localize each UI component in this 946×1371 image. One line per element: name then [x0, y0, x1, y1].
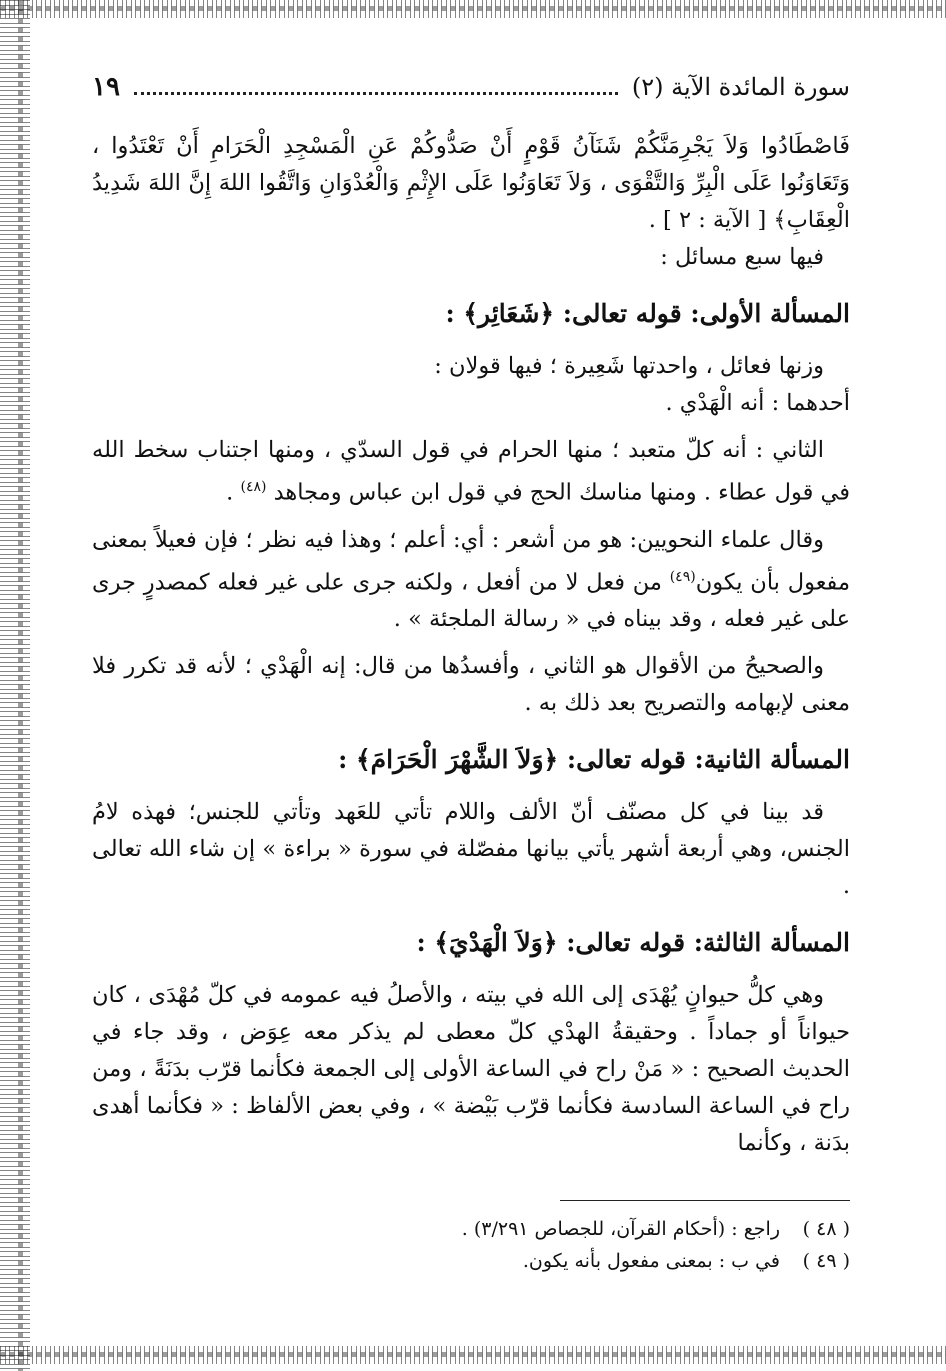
issue-1-paragraph-4-end: من فعل لا من أفعل ، ولكنه جرى على غير فعله كمصدرٍ جرى على غير فعله ، وقد بيناه في « رسالة الملجئة » . — [92, 569, 850, 632]
running-header — [92, 72, 850, 114]
verse-text: فَاصْطَادُوا وَلاَ يَجْرِمَنَّكُمْ شَنَآنُ قَوْمٍ أَنْ صَدُّوكُمْ عَنِ الْمَسْجِدِ الْحَرَامِ أَنْ تَعْتَدُوا ، وَتَعَاوَنُوا عَلَى الْبِرِّ وَالتَّقْوَى ، وَلاَ تَعَاوَنُوا عَلَى الإِثْمِ وَالْعُدْوَانِ وَاتَّقُوا اللهَ إِنَّ اللهَ شَدِيدُ الْعِقَابِ﴾ [ الآية : ٢ ] . — [92, 133, 850, 233]
issue-1-paragraph-3 — [92, 432, 850, 512]
intro-line: فيها سبع مسائل : — [660, 244, 824, 270]
issue-1-paragraph-1: وزنها فعائل ، واحدتها شَعِيرة ؛ فيها قولان : — [434, 353, 824, 379]
footnote-ref-48[interactable]: (٤٨) — [240, 479, 267, 495]
page-number: ١٩ — [92, 72, 120, 102]
dotted-leader — [134, 78, 618, 95]
footnote-number: ( ٤٨ ) — [802, 1218, 850, 1240]
ornamental-border-top — [0, 0, 946, 18]
footnote-text: في ب : بمعنى مفعول بأنه يكون. — [522, 1250, 780, 1272]
ornamental-border-bottom — [0, 1346, 946, 1364]
issue-2-heading: المسألة الثانية: قوله تعالى: ﴿وَلاَ الشَّهْرَ الْحَرَامَ﴾ : — [338, 745, 850, 774]
issue-2-paragraph-1: قد بينا في كل مصنّف أنّ الألف واللام تأتي للعَهد وتأتي للجنس؛ فهذه لامُ الجنس، وهي أربعة أشهر يأتي بيانها مفصّلة في سورة « براءة » إن شاء الله تعالى . — [92, 799, 850, 899]
issue-3-heading: المسألة الثالثة: قوله تعالى: ﴿وَلاَ الْهَدْيَ﴾ : — [416, 928, 850, 957]
issue-1-paragraph-4-start: وقال علماء النحويين: هو من أشعر : أي: أعلم ؛ وهذا فيه نظر ؛ فإن فعيلاً بمعنى مفعول بأن يكون — [92, 526, 850, 595]
issue-1-paragraph-3-end: . — [226, 479, 241, 506]
footnote-49 — [92, 1245, 850, 1277]
issue-1-paragraph-2: أحدهما : أنه الْهَدْي . — [665, 390, 850, 416]
issue-1-heading: المسألة الأولى: قوله تعالى: ﴿شَعَائِر﴾ : — [445, 299, 850, 328]
footnote-separator — [560, 1200, 850, 1201]
footnote-48 — [92, 1213, 850, 1245]
footnote-text: راجع : (أحكام القرآن، للجصاص ٣/٢٩١) . — [461, 1218, 780, 1240]
page-content — [92, 72, 850, 1277]
footnote-number: ( ٤٩ ) — [802, 1250, 850, 1272]
issue-1-paragraph-5: والصحيحُ من الأقوال هو الثاني ، وأفسدُها من قال: إنه الْهَدْي ؛ لأنه قد تكرر فلا معنى لإبهامه والتصريح بعد ذلك به . — [92, 653, 850, 716]
issue-1-paragraph-3-text: الثاني : أنه كلّ متعبد ؛ منها الحرام في قول السدّي ، ومنها اجتناب سخط الله في قول عطاء . ومنها مناسك الحج في قول ابن عباس ومجاهد — [92, 437, 850, 506]
footnote-ref-49[interactable]: (٤٩) — [669, 568, 696, 585]
running-title: سورة المائدة الآية (٢) — [631, 73, 850, 101]
ornamental-border-left — [0, 0, 30, 1371]
issue-3-paragraph-1: وهي كلُّ حيوانٍ يُهْدَى إلى الله في بيته ، والأصلُ فيه عمومه في كلّ مُهْدَى ، كان حيواناً أو جماداً . وحقيقةُ الهدْي كلّ معطى لم يذكر معه عِوَض ، وقد جاء في الحديث الصحيح : « مَنْ راح في الساعة الأولى إلى الجمعة فكأنما قرّب بدَنَةً ، ومن راح في الساعة السادسة فكأنما قرّب بَيْضة » ، وفي بعض الألفاظ : « فكأنما أهدى بدَنة ، وكأنما — [92, 982, 850, 1156]
issue-1-paragraph-4 — [92, 522, 850, 639]
